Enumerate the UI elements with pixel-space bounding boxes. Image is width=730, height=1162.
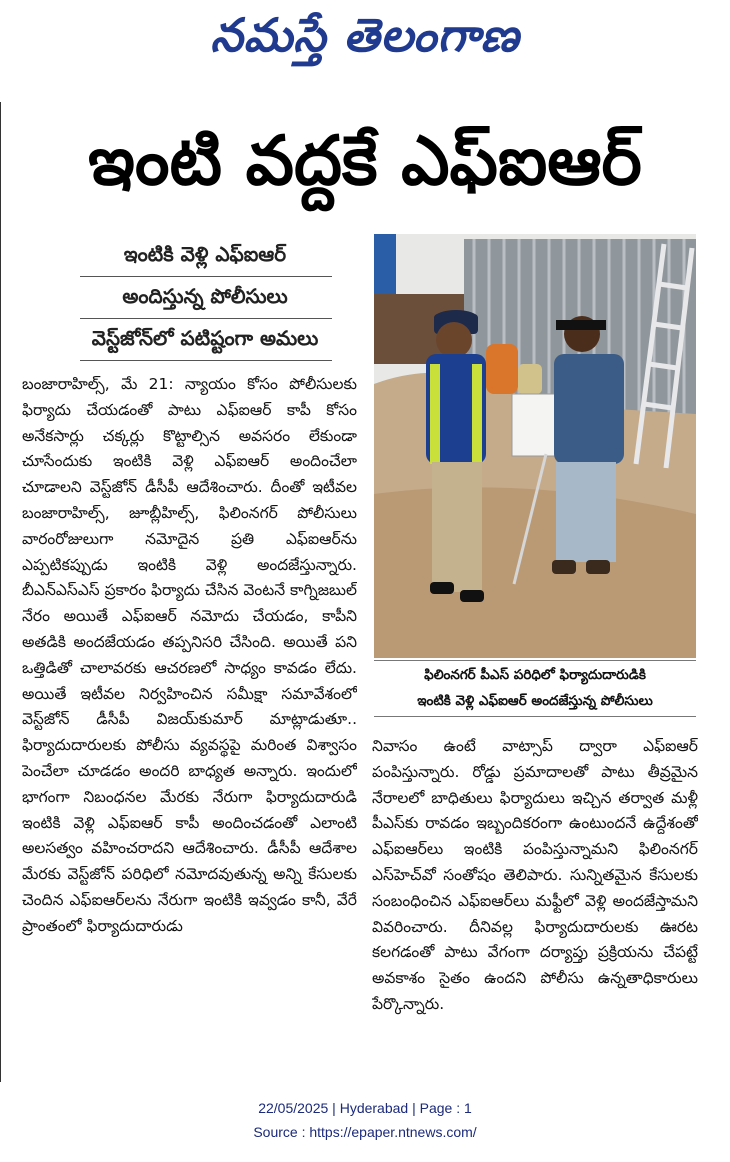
- masthead: [0, 0, 730, 78]
- left-rule: [0, 102, 1, 1082]
- deck-line-2: అందిస్తున్న పోలీసులు: [122, 284, 288, 308]
- masthead-title: నమస్తే తెలంగాణ: [210, 8, 520, 62]
- deck-divider: [80, 360, 332, 361]
- footer-source-line: Source : https://epaper.ntnews.com/: [253, 1124, 477, 1140]
- photo-caption: [374, 662, 696, 714]
- caption-bottom-rule: [374, 716, 696, 717]
- deck-divider: [80, 276, 332, 277]
- left-column: [22, 372, 357, 1072]
- deck-line-1: ఇంటికి వెళ్లి ఎఫ్ఐఆర్: [123, 242, 287, 266]
- caption-line-1: ఫిలింనగర్ పీఎస్ పరిధిలో ఫిర్యాదుదారుడికి: [424, 667, 646, 683]
- right-column: [372, 734, 698, 1072]
- deck-divider: [80, 318, 332, 319]
- headline: ఇంటి వద్దకే ఎఫ్ఐఆర్: [88, 122, 642, 201]
- news-photo: [374, 234, 696, 658]
- photo-illustration: [374, 234, 696, 658]
- caption-line-2: ఇంటికి వెళ్లి ఎఫ్ఐఆర్ అందజేస్తున్న పోలీసులు: [417, 693, 653, 709]
- right-column-text: నివాసం ఉంటే వాట్సాప్ ద్వారా ఎఫ్ఐఆర్ పంపిస్తున్నారు. రోడ్డు ప్రమాదాలతో పాటు తీవ్రమైన నేరాలలో బాధితులు ఫిర్యాదులు ఇచ్చిన తర్వాత మళ్లీ పీఎస్‌కు రావడం ఇబ్బందికరంగా ఉంటుందనే ఉద్దేశంతో ఎఫ్ఐఆర్‌లు ఇంటికి పంపిస్తున్నామని ఫిలింనగర్ ఎస్‌హెచ్‌వో సంతోషం తెలిపారు. సున్నితమైన కేసులకు సంబంధించిన ఎఫ్ఐఆర్‌లు మఫ్టీలో వెళ్లి అందజేస్తామని వివరించారు. దీనివల్ల ఫిర్యాదుదారులకు ఊరట కలగడంతో పాటు వేగంగా దర్యాప్తు ప్రక్రియను చేపట్టే అవకాశం సైతం ఉందని పోలీసు ఉన్నతాధికారులు పేర్కొన్నారు.: [372, 737, 698, 1013]
- caption-top-rule: [374, 660, 696, 661]
- footer-date-line: 22/05/2025 | Hyderabad | Page : 1: [258, 1100, 472, 1116]
- deck-line-3: వెస్ట్‌జోన్‌లో పటిష్టంగా అమలు: [91, 326, 319, 350]
- left-column-text: బంజారాహిల్స్, మే 21: న్యాయం కోసం పోలీసులకు ఫిర్యాదు చేయడంతో పాటు ఎఫ్ఐఆర్ కాపీ కోసం అనేకసార్లు చక్కర్లు కొట్టాల్సిన అవసరం లేకుండా చూసేందుకు ఇంటికి వెళ్లి ఎఫ్ఐఆర్ అందించేలా చూడాలని వెస్ట్‌జోన్ డీసీపీ ఆదేశించారు. దీంతో ఇటీవల బంజారాహిల్స్, జూబ్లీహిల్స్, ఫిలింనగర్ పోలీసులు వారంరోజులుగా నమోదైన ప్రతి ఎఫ్ఐఆర్‌ను ఎప్పటికప్పుడు ఇంటికి వెళ్లి అందజేస్తున్నారు. బీఎన్ఎస్ఎస్ ప్రకారం ఫిర్యాదు చేసిన వెంటనే కాగ్నిజబుల్ నేరం అయితే ఎఫ్ఐఆర్ నమోదు చేయడం, కాపీని అతడికి అందజేయడం తప్పనిసరి చేసింది. అయితే పని ఒత్తిడితో చాలావరకు ఆచరణలో సాధ్యం కావడం లేదు. అయితే ఇటీవల నిర్వహించిన సమీక్షా సమావేశంలో వెస్ట్‌జోన్ డీసీపీ విజయ్‌కుమార్ మాట్లాడుతూ.. ఫిర్యాదుదారులకు పోలీసు వ్యవస్థపై మరింత విశ్వాసం పెంచేలా చూడడం అందరి బాధ్యత అన్నారు. ఇందులో భాగంగా నిబంధనల మేరకు నేరుగా ఫిర్యాదుదారుడి ఇంటికి వెళ్లి ఎఫ్ఐఆర్ కాపీ అందించడంతో ఎలాంటి అలసత్వం వహించరాదని ఆదేశించారు. డీసీపీ ఆదేశాల మేరకు వెస్ట్‌జోన్ పరిధిలో నమోదవుతున్న అన్ని కేసులకు చెందిన ఎఫ్ఐఆర్‌లను నేరుగా ఇంటికి ఇవ్వడం కానీ, వేరే ప్రాంతంలో ఫిర్యాదుదారుడు: [22, 375, 357, 935]
